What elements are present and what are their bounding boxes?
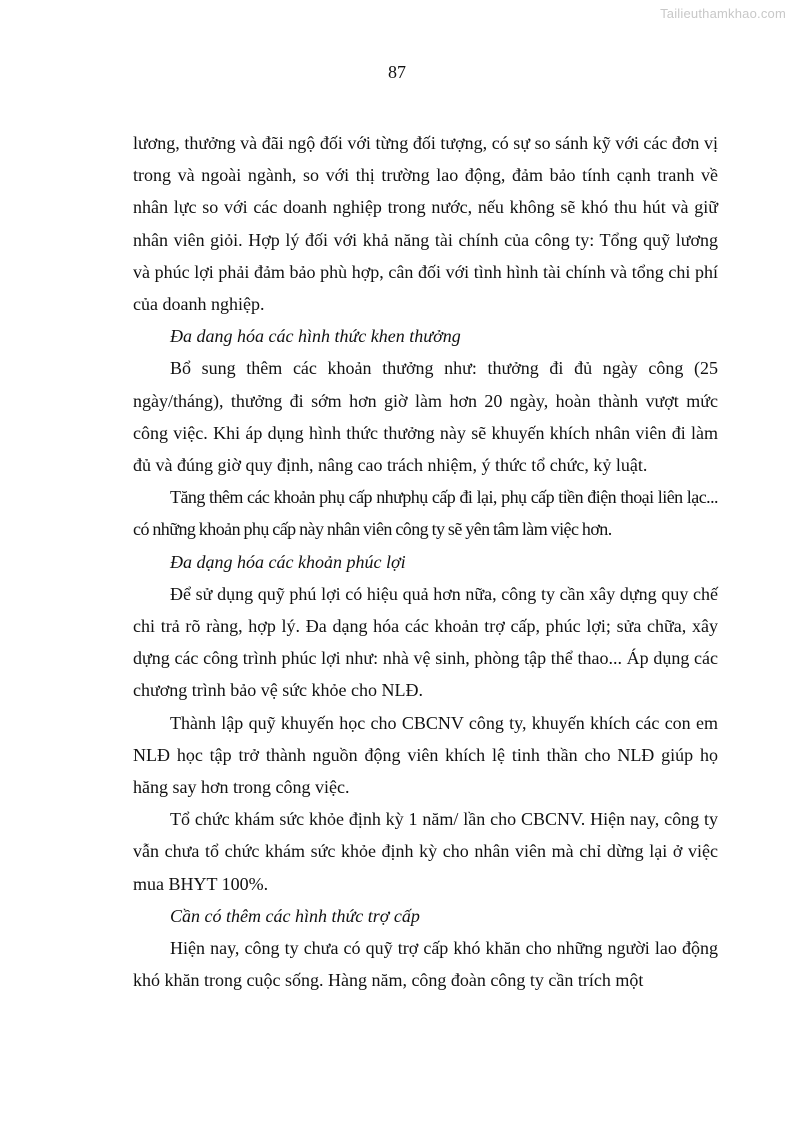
document-body: [133, 127, 718, 996]
paragraph-hardship-fund: Hiện nay, công ty chưa có quỹ trợ cấp khó khăn cho những người lao động khó khăn trong cuộc sống. Hàng năm, công đoàn công ty cần trích một: [133, 938, 718, 991]
paragraph-study-fund: Thành lập quỹ khuyến học cho CBCNV công ty, khuyến khích các con em NLĐ học tập trở thành nguồn động viên khích lệ tinh thần cho NLĐ giúp họ hăng say hơn trong công việc.: [133, 712, 718, 798]
paragraph-intro: lương, thưởng và đãi ngộ đối với từng đối tượng, có sự so sánh kỹ với các đơn vị trong và ngoài ngành, so với thị trường lao động, đảm bảo tính cạnh tranh về nhân lực so với các doanh nghiệp trong nước, nếu không sẽ khó thu hút và giữ nhân viên giỏi. Hợp lý đối với khả năng tài chính của công ty: Tổng quỹ lương và phúc lợi phải đảm bảo phù hợp, cân đối với tình hình tài chính và tổng chi phí của doanh nghiệp.: [133, 133, 718, 315]
paragraph-bonuses: Bổ sung thêm các khoản thưởng như: thưởng đi đủ ngày công (25 ngày/tháng), thưởng đi sớm hơn giờ làm hơn 20 ngày, hoàn thành vượt mức công việc. Khi áp dụng hình thức thưởng này sẽ khuyến khích nhân viên đi làm đủ và đúng giờ quy định, nâng cao trách nhiệm, ý thức tổ chức, kỷ luật.: [133, 358, 718, 476]
paragraph-welfare-fund: Để sử dụng quỹ phú lợi có hiệu quả hơn nữa, công ty cần xây dựng quy chế chi trả rõ ràng, hợp lý. Đa dạng hóa các khoản trợ cấp, phúc lợi; sửa chữa, xây dựng các công trình phúc lợi như: nhà vệ sinh, phòng tập thể thao... Áp dụng các chương trình bảo vệ sức khỏe cho NLĐ.: [133, 583, 718, 701]
section-heading-subsidies: Cần có thêm các hình thức trợ cấp: [170, 905, 420, 926]
paragraph-allowances: Tăng thêm các khoản phụ cấp nhưphụ cấp đi lại, phụ cấp tiền điện thoại liên lạc... có những khoản phụ cấp này nhân viên công ty sẽ yên tâm làm việc hơn.: [133, 487, 718, 540]
section-heading-welfare: Đa dạng hóa các khoản phúc lợi: [170, 551, 406, 572]
page-number: 87: [388, 62, 406, 82]
paragraph-health-check: Tổ chức khám sức khỏe định kỳ 1 năm/ lần cho CBCNV. Hiện nay, công ty vẫn chưa tổ chức khám sức khỏe định kỳ cho nhân viên mà chỉ dừng lại ở việc mua BHYT 100%.: [133, 809, 718, 894]
watermark: Tailieuthamkhao.com: [660, 6, 786, 21]
section-heading-rewards: Đa dang hóa các hình thức khen thưởng: [170, 326, 461, 347]
